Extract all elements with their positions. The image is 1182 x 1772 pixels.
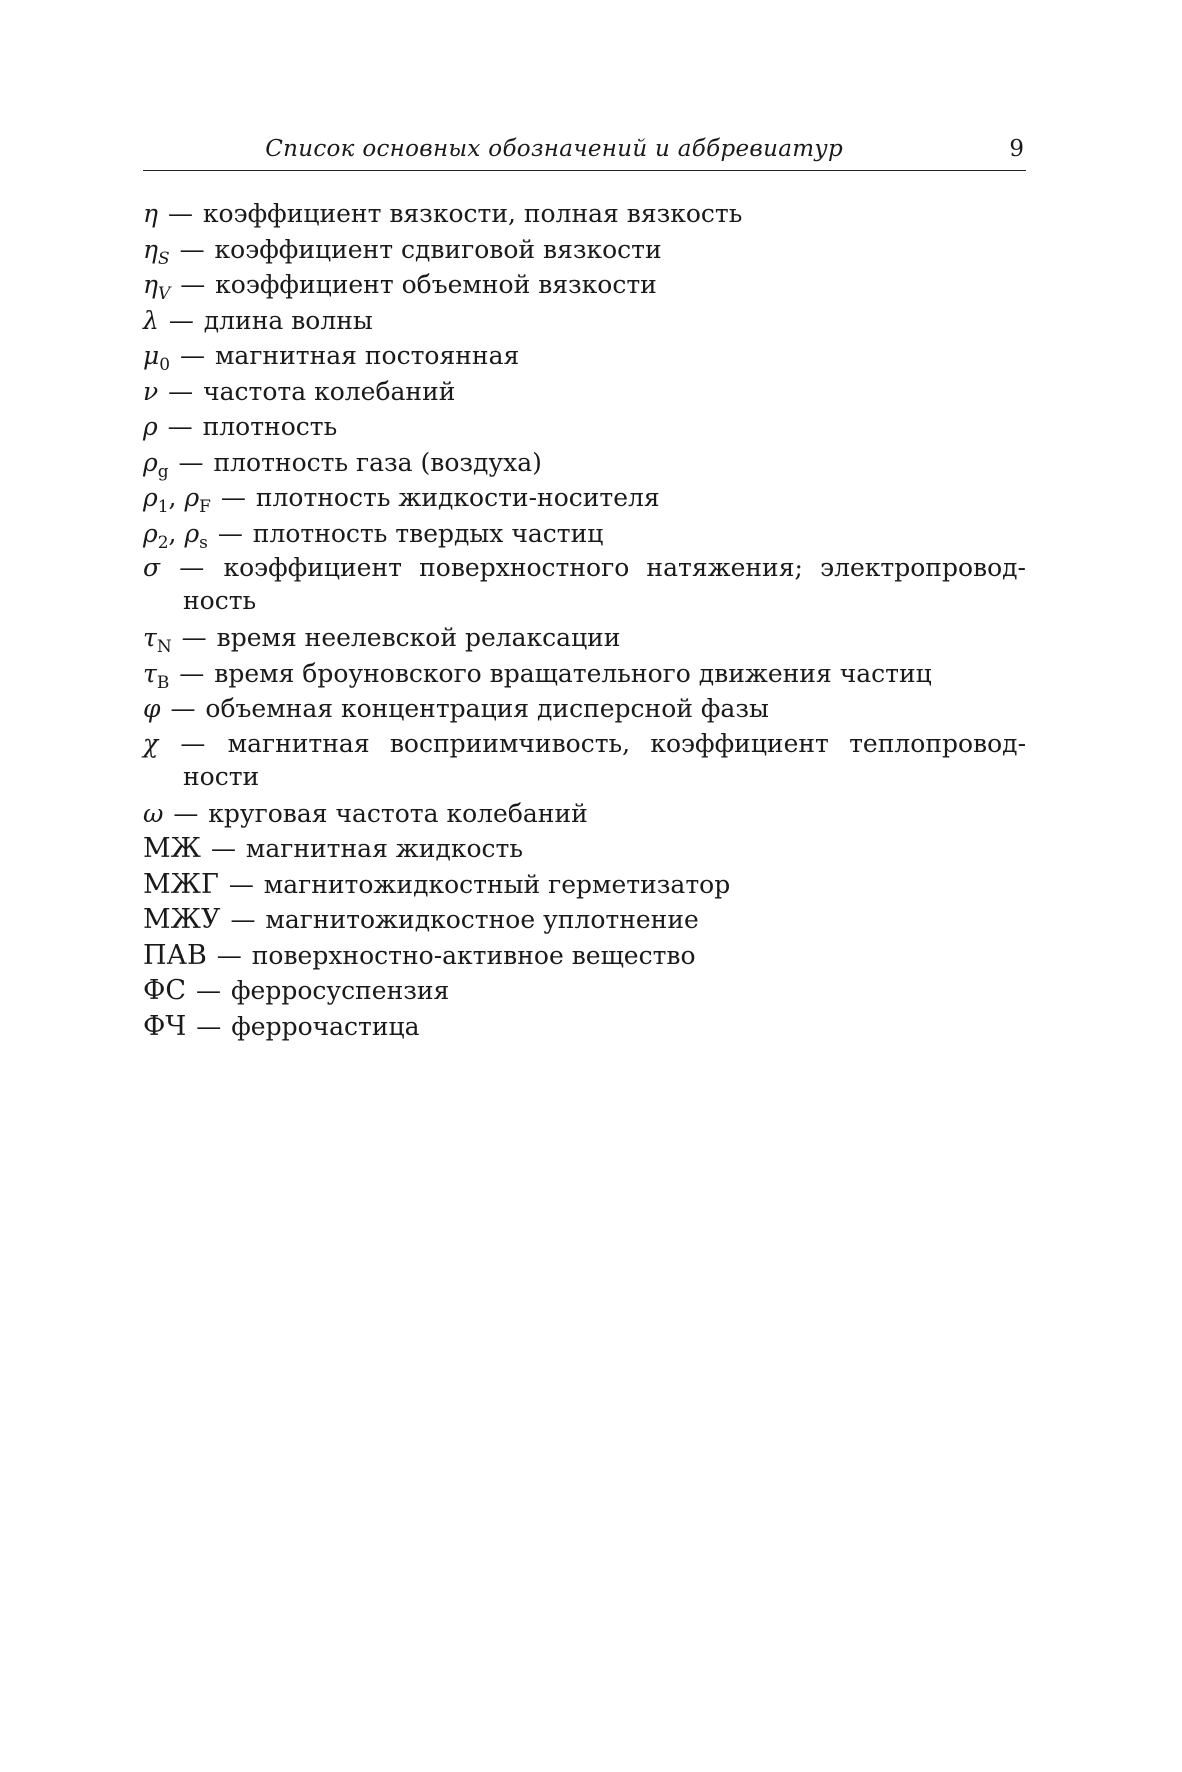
entry-dash: — (230, 905, 256, 934)
abbreviation-entry (143, 1009, 1026, 1045)
entry-description: поверхностно-активное вещество (251, 940, 696, 970)
abbreviation-entry (143, 867, 1026, 903)
entry-subscript-alt: s (199, 532, 208, 553)
entry-symbol: φ (143, 694, 161, 723)
notation-list (143, 196, 1026, 1044)
notation-entry: $\rho_1$, $\rho_F$ — плотность жидкости-носителя (143, 483, 660, 517)
entry-dash: — (170, 694, 196, 723)
entry-description: магнитожидкостный герметизатор (263, 869, 731, 899)
entry-abbreviation: МЖГ (143, 868, 219, 900)
entry-abbreviation: МЖ (143, 833, 201, 864)
entry-symbol: η (143, 199, 158, 228)
abbreviation-entry (143, 831, 1026, 867)
entry-description: коэффициент сдвиговой вязкости (214, 234, 662, 264)
entry-symbol: τ (143, 658, 157, 688)
entry-symbol: τ (143, 623, 157, 652)
entry-description: ферросуспензия (230, 976, 450, 1005)
entry-description: коэффициент вязкости, полная вязкость (202, 199, 743, 228)
entry-abbreviation: МЖУ (143, 904, 221, 935)
entry-dash: — (168, 376, 194, 406)
notation-entry (143, 691, 1026, 727)
page (143, 0, 1026, 1772)
entry-description: плотность (202, 412, 338, 441)
entry-description: время броуновского вращательного движения частиц (214, 658, 932, 688)
entry-symbol: η (143, 270, 158, 299)
notation-entry (143, 374, 1026, 410)
entry-description: магнитная жидкость (245, 834, 523, 863)
entry-description: длина волны (203, 305, 373, 335)
notation-entry (143, 445, 1026, 481)
entry-subscript: S (157, 248, 170, 269)
notation-entry (143, 620, 1026, 656)
entry-description: объемная концентрация дисперсной фазы (205, 694, 769, 723)
notation-entry (143, 232, 1026, 268)
abbreviation-entry (143, 938, 1026, 974)
entry-abbreviation: ФС (143, 975, 187, 1006)
notation-entry (143, 409, 1026, 445)
entry-dash: — (173, 798, 199, 828)
entry-dash: — (179, 553, 205, 582)
entry-symbol: σ (143, 553, 161, 582)
entry-symbol: χ (143, 728, 159, 758)
entry-symbol: μ (143, 341, 160, 370)
entry-subscript-alt: F (199, 497, 211, 517)
entry-dash: — (167, 412, 193, 441)
entry-abbreviation: ФЧ (143, 1010, 187, 1042)
entry-dash: — (180, 270, 206, 299)
entry-dash: — (179, 234, 205, 264)
entry-subscript: N (156, 637, 172, 657)
notation-entry (143, 796, 1026, 832)
entry-description: магнитная постоянная (214, 341, 520, 370)
abbreviation-entry (143, 902, 1026, 938)
entry-dash: — (210, 834, 236, 863)
entry-description: магнитная восприимчивость, коэффициент теплопроводности (183, 728, 1027, 791)
notation-entry (143, 551, 1026, 617)
entry-dash: — (228, 869, 254, 899)
page-number: 9 (1009, 136, 1024, 162)
entry-description: плотность газа (воздуха) (213, 447, 542, 477)
entry-dash: — (180, 341, 206, 370)
entry-dash: — (181, 623, 207, 652)
notation-entry: $\rho_2$, $\rho_s$ — плотность твердых частиц (143, 518, 604, 553)
entry-dash: — (196, 1011, 222, 1041)
entry-description: время неелевской релаксации (216, 623, 621, 652)
entry-symbol: ν (143, 376, 159, 406)
running-header (143, 136, 1026, 171)
entry-dash: — (196, 976, 222, 1005)
entry-subscript: 0 (159, 355, 171, 375)
entry-subscript: 2 (157, 532, 169, 553)
entry-subscript: g (157, 461, 169, 482)
entry-description: круговая частота колебаний (208, 798, 588, 828)
entry-description: феррочастица (231, 1011, 420, 1041)
entry-dash: — (179, 658, 205, 688)
entry-dash: — (180, 728, 206, 758)
entry-dash: — (167, 199, 193, 228)
entry-symbol: ρ (143, 483, 158, 512)
notation-entry (143, 338, 1026, 374)
entry-abbreviation: ПАВ (143, 939, 207, 971)
notation-entry (143, 727, 1026, 793)
entry-description: коэффициент объемной вязкости (215, 270, 657, 299)
entry-symbol-alt: ρ (184, 483, 200, 512)
entry-subscript: B (156, 672, 170, 693)
notation-entry (143, 196, 1026, 232)
entry-symbol: ω (143, 798, 164, 828)
entry-description: коэффициент поверхностного натяжения; электропроводность (183, 553, 1026, 615)
entry-dash: — (216, 940, 242, 970)
entry-description: частота колебаний (203, 376, 456, 406)
notation-entry (143, 303, 1026, 339)
entry-description: плотность твердых частиц (252, 518, 604, 548)
entry-symbol: ρ (143, 447, 158, 477)
entry-dash: — (168, 305, 194, 335)
entry-description: магнитожидкостное уплотнение (265, 905, 699, 934)
entry-subscript: 1 (157, 497, 169, 517)
abbreviation-entry (143, 973, 1026, 1009)
entry-description: плотность жидкости-носителя (255, 483, 660, 512)
notation-entry (143, 267, 1026, 303)
entry-symbol: λ (143, 305, 159, 335)
entry-symbol: ρ (143, 412, 158, 441)
entry-dash: — (217, 518, 243, 548)
entry-symbol: ρ (143, 518, 158, 548)
entry-subscript: V (157, 284, 171, 304)
entry-dash: — (220, 483, 246, 512)
running-title: Список основных обозначений и аббревиатур (265, 136, 843, 162)
entry-dash: — (178, 447, 204, 477)
entry-symbol: η (143, 234, 158, 264)
notation-entry (143, 656, 1026, 692)
entry-symbol-alt: ρ (184, 518, 200, 548)
